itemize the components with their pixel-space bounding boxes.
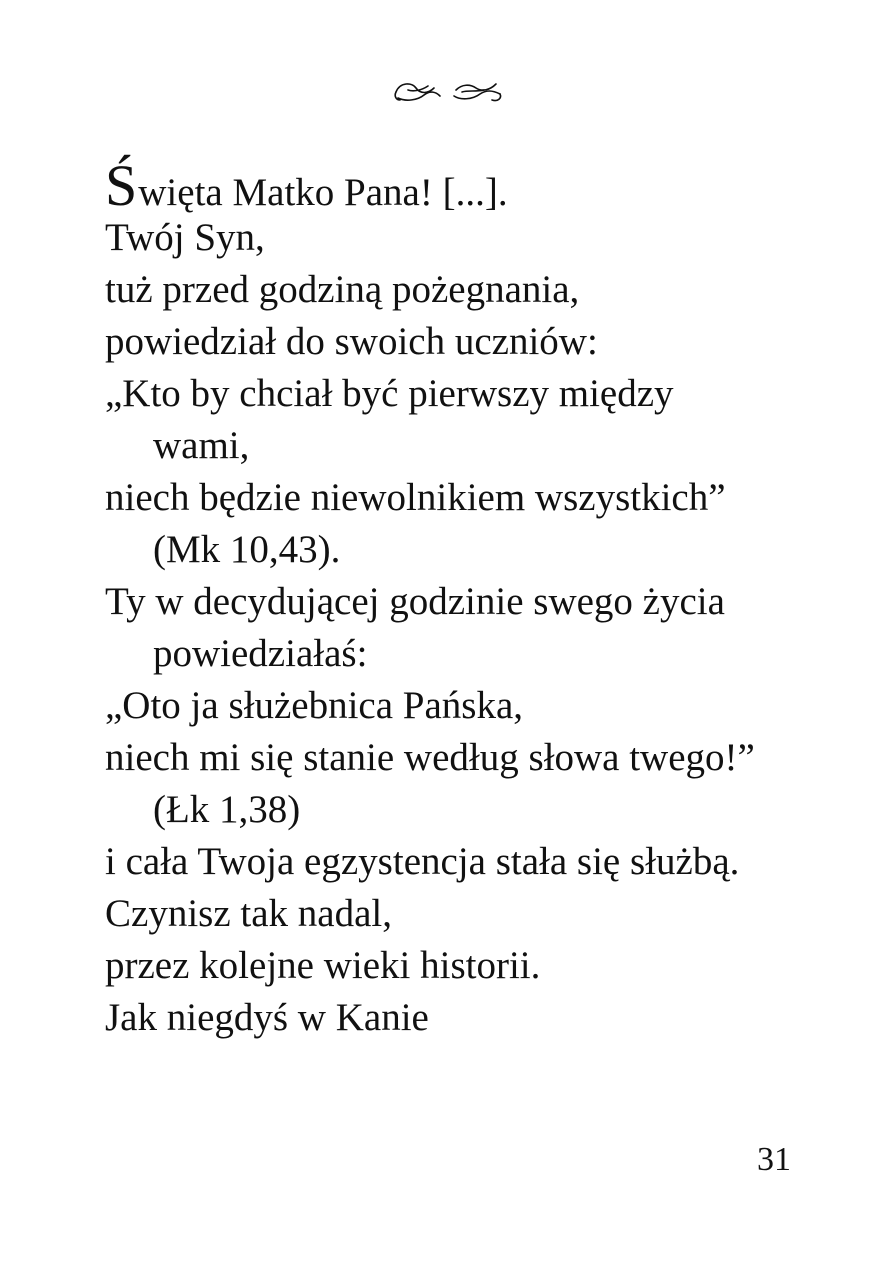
poem-line: (Łk 1,38): [153, 788, 301, 831]
poem-line: niech będzie niewolnikiem wszystkich”: [105, 476, 726, 519]
poem-line: przez kolejne wieki historii.: [105, 944, 541, 987]
poem-line: wami,: [153, 424, 250, 467]
poem-lines: [105, 212, 825, 1044]
poem-line: Czynisz tak nadal,: [105, 892, 392, 935]
poem-line: niech mi się stanie według słowa twego!”: [105, 736, 755, 779]
poem-line: „Kto by chciał być pierwszy między: [105, 372, 674, 415]
poem-first-line: [105, 153, 825, 218]
page-number: 31: [757, 1141, 791, 1178]
poem-text: [105, 153, 825, 1044]
poem-line: powiedziałaś:: [153, 632, 368, 675]
poem-line: (Mk 10,43).: [153, 528, 341, 571]
scroll-flourish-icon: [392, 78, 504, 108]
poem-line: powiedział do swoich uczniów:: [105, 320, 598, 363]
poem-line: Ty w decydującej godzinie swego życia: [105, 580, 725, 623]
poem-line: Jak niegdyś w Kanie: [105, 996, 429, 1039]
poem-line: Twój Syn,: [105, 216, 265, 259]
poem-line: i cała Twoja egzystencja stała się służbą.: [105, 840, 740, 883]
poem-first-line-text: więta Matko Pana! [...].: [138, 171, 508, 214]
poem-line: tuż przed godziną pożegnania,: [105, 268, 580, 311]
drop-cap-initial: Ś: [105, 153, 138, 218]
poem-line: „Oto ja służebnica Pańska,: [105, 684, 524, 727]
